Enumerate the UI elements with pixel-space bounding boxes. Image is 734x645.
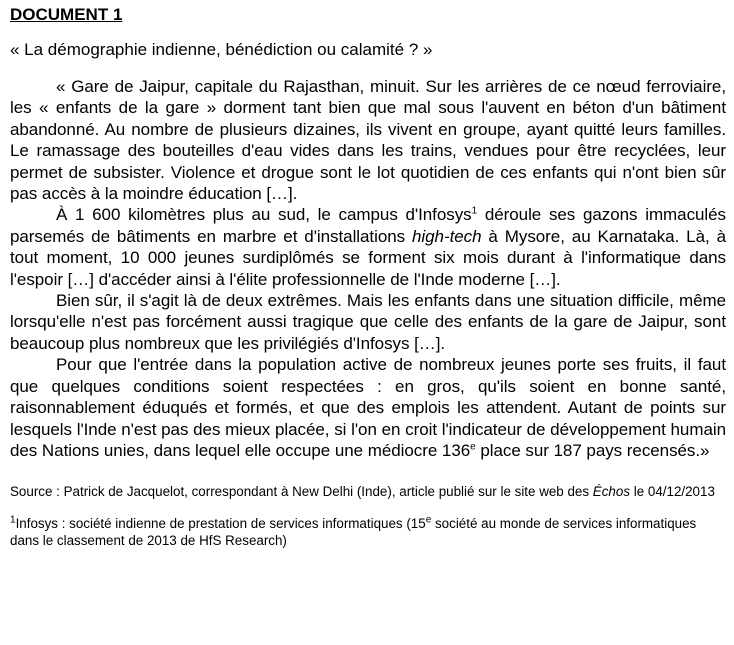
- paragraph-1: « Gare de Jaipur, capitale du Rajasthan, minuit. Sur les arrières de ce nœud ferroviaire, les « enfants de la gare » dorment tant bien que mal sous l'auvent en béton d'un bâtiment abandonné. Au nombre de plusieurs dizaines, ils vivent en groupe, ayant quitté leurs familles. Le ramassage des bouteilles d'eau vides dans les trains, vendues pour être recyclées, leur permet de subsister. Violence et drogue sont le lot quotidien de ces enfants qui n'ont bien sûr pas accès à la moindre éducation […].: [10, 77, 726, 204]
- source-citation: [10, 483, 726, 501]
- footnote-reference: 1: [471, 205, 478, 217]
- paragraph-2-part-c: à Mysore, au Karnataka. Là, à tout moment, 10 000 jeunes surdiplômés se forment six mois durant à l'informatique dans l'espoir […] d'accéder ainsi à l'élite professionnelle de l'Inde moderne […].: [10, 226, 726, 289]
- paragraph-2: [10, 204, 726, 290]
- footnote-ordinal-suffix: e: [425, 514, 432, 526]
- paragraph-2-part-a: À 1 600 kilomètres plus au sud, le campus d'Infosys: [56, 205, 472, 225]
- footnote-part-a: Infosys : société indienne de prestation de services informatiques (15: [15, 515, 426, 531]
- ordinal-suffix: e: [470, 441, 476, 453]
- paragraph-4-part-a: Pour que l'entrée dans la population active de nombreux jeunes porte ses fruits, il faut que quelques conditions soient respectées : en gros, qu'ils soient en bonne santé, raisonnablement éduqués et formés, et que des emplois les attendent. Autant de points sur lesquels l'Inde n'est pas des mieux placée, si l'on en croit l'indicateur de développement humain des Nations unies, dans lequel elle occupe une médiocre 136: [10, 355, 726, 460]
- document-subtitle: « La démographie indienne, bénédiction ou calamité ? »: [10, 40, 433, 59]
- footnote-marker: 1: [10, 514, 16, 526]
- source-date: le 04/12/2013: [630, 484, 715, 500]
- footnote-part-b: société au monde de services informatiques dans le classement de 2013 de HfS Research): [10, 515, 697, 549]
- paragraph-4: [10, 354, 726, 461]
- paragraph-4-part-b: place sur 187 pays recensés.»: [475, 440, 710, 460]
- footnote: [10, 515, 726, 550]
- article-body: [10, 76, 726, 461]
- paragraph-2-part-b: déroule ses gazons immaculés parsemés de bâtiments en marbre et d'installations: [10, 205, 727, 246]
- source-part-a: Source : Patrick de Jacquelot, correspondant à New Delhi (Inde), article publié sur le site web des: [10, 484, 593, 500]
- source-publication: Échos: [592, 484, 631, 500]
- document-page: [10, 4, 726, 550]
- paragraph-3: Bien sûr, il s'agit là de deux extrêmes. Mais les enfants dans une situation difficile, même lorsqu'elle n'est pas forcément aussi tragique que celle des enfants de la gare de Jaipur, sont beaucoup plus nombreux que les privilégiés d'Infosys […].: [10, 291, 726, 353]
- paragraph-2-italic: high-tech: [412, 226, 482, 246]
- document-title: DOCUMENT 1: [10, 5, 123, 24]
